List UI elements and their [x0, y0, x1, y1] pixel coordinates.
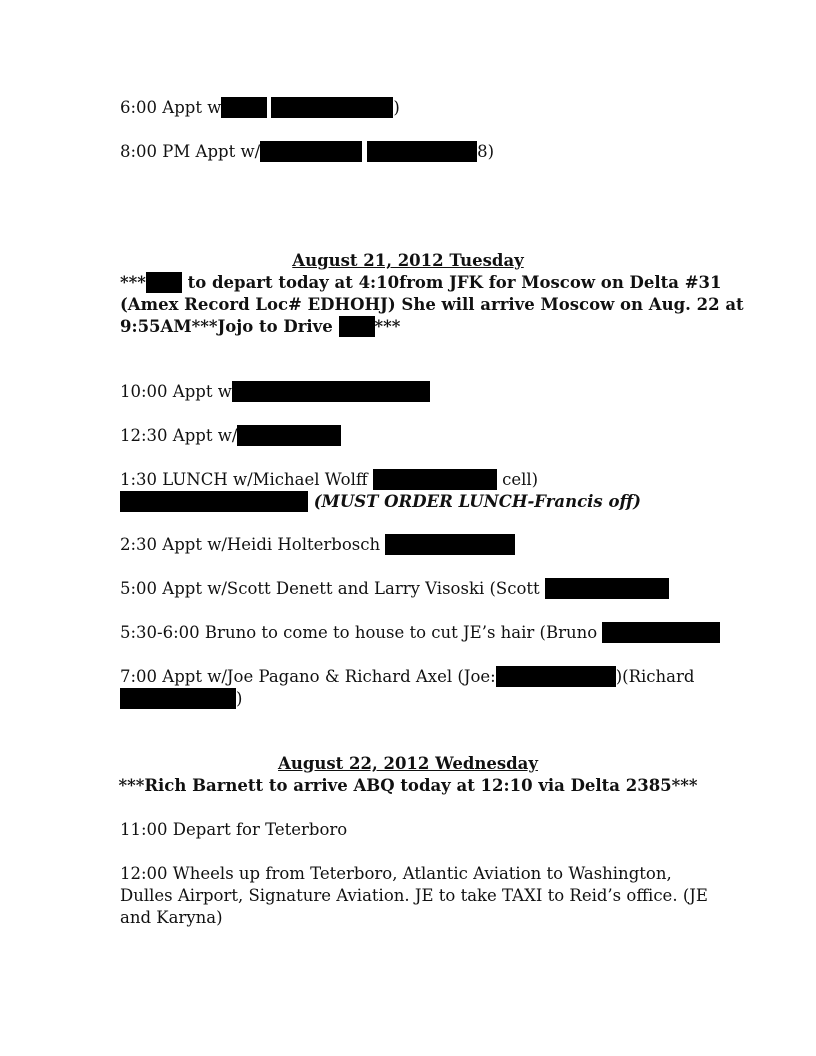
- travel-note-line: [120, 316, 400, 338]
- entry-1200-line2: Dulles Airport, Signature Aviation. JE to take TAXI to Reid’s office. (JE: [120, 886, 708, 905]
- redaction-block: [602, 622, 720, 643]
- entry-1000: [120, 381, 430, 403]
- entry-text: 6:00 Appt w: [120, 98, 222, 117]
- note-text: 9:55AM***Jojo to Drive: [120, 317, 339, 336]
- travel-note-aug22: ***Rich Barnett to arrive ABQ today at 12:10 via Delta 2385***: [118, 776, 698, 795]
- redaction-block: [120, 491, 308, 512]
- entry-500: [120, 578, 669, 600]
- note-text: ***: [120, 273, 146, 292]
- entry-130-lunch: [120, 469, 538, 491]
- entry-130-lunch-line2: [120, 491, 641, 513]
- entry-700-line2: [120, 688, 242, 710]
- redaction-block: [120, 688, 236, 709]
- entry-1200-line3: and Karyna): [120, 908, 223, 927]
- entry-text: 2:30 Appt w/Heidi Holterbosch: [120, 535, 386, 554]
- date-heading-aug21: August 21, 2012 Tuesday: [292, 251, 524, 270]
- entry-530: [120, 622, 720, 644]
- travel-note-line: [120, 272, 721, 294]
- date-heading-aug22: August 22, 2012 Wednesday: [278, 754, 538, 773]
- entry-text: ): [236, 689, 243, 708]
- entry-6pm: [120, 97, 400, 119]
- redaction-block: [496, 666, 616, 687]
- redaction-block: [237, 425, 341, 446]
- redaction-block: [271, 97, 393, 118]
- redaction-block: [232, 381, 430, 402]
- redaction-block: [545, 578, 669, 599]
- redaction-block: [146, 272, 182, 293]
- redaction-block: [373, 469, 497, 490]
- entry-text: ): [393, 98, 400, 117]
- entry-text: 5:00 Appt w/Scott Denett and Larry Visoski (Scott: [120, 579, 545, 598]
- redaction-block: [339, 316, 375, 337]
- entry-8pm: [120, 141, 494, 163]
- entry-1200-line1: 12:00 Wheels up from Teterboro, Atlantic Aviation to Washington,: [120, 864, 672, 883]
- entry-text: 8:00 PM Appt w/: [120, 142, 261, 161]
- redaction-block: [367, 141, 477, 162]
- entry-text: )(Richard: [615, 667, 695, 686]
- entry-230: [120, 534, 515, 556]
- entry-text: 7:00 Appt w/Joe Pagano & Richard Axel (Joe:: [120, 667, 496, 686]
- travel-note-line: (Amex Record Loc# EDHOHJ) She will arrive Moscow on Aug. 22 at: [120, 295, 744, 314]
- entry-1230: [120, 425, 341, 447]
- entry-text: cell): [496, 470, 539, 489]
- redaction-block: [385, 534, 515, 555]
- entry-text: 8): [477, 142, 495, 161]
- entry-700: [120, 666, 694, 688]
- redaction-block: [221, 97, 267, 118]
- entry-text: 5:30-6:00 Bruno to come to house to cut JE’s hair (Bruno: [120, 623, 603, 642]
- entry-text: 12:30 Appt w/: [120, 426, 238, 445]
- entry-text: 1:30 LUNCH w/Michael Wolff: [120, 470, 373, 489]
- lunch-note: (MUST ORDER LUNCH-Francis off): [308, 492, 641, 511]
- note-text: to depart today at 4:10from JFK for Moscow on Delta #31: [181, 273, 722, 292]
- entry-text: 10:00 Appt w: [120, 382, 232, 401]
- redaction-block: [260, 141, 362, 162]
- note-text: ***: [374, 317, 401, 336]
- entry-1100: 11:00 Depart for Teterboro: [120, 820, 348, 839]
